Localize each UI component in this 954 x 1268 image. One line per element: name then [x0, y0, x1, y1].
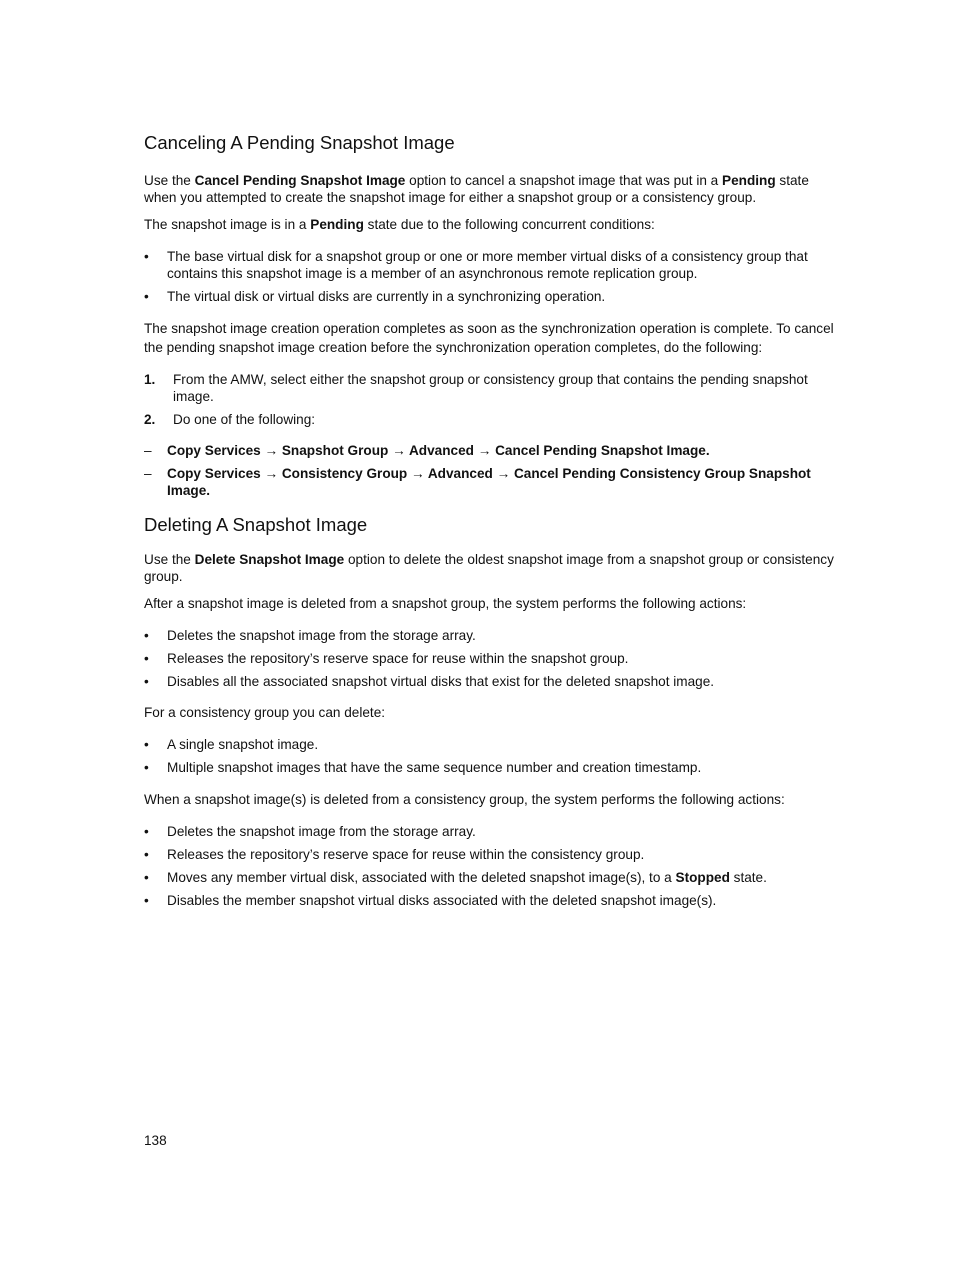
bullet-icon: •: [144, 893, 149, 908]
bullet-list: [144, 627, 844, 690]
list-item: • Deletes the snapshot image from the storage array.: [144, 628, 476, 643]
section-heading-canceling: Canceling A Pending Snapshot Image: [144, 132, 455, 153]
bullet-icon: •: [144, 651, 149, 666]
list-item: 2. Do one of the following:: [144, 412, 316, 427]
paragraph: When a snapshot image(s) is deleted from a consistency group, the system performs the following actions:: [144, 792, 785, 807]
bullet-icon: •: [144, 249, 149, 264]
list-item: • Disables the member snapshot virtual disks associated with the deleted snapshot image(s).: [144, 893, 717, 908]
list-item: • Disables all the associated snapshot virtual disks that exist for the deleted snapshot image.: [144, 674, 715, 689]
list-item: • A single snapshot image.: [144, 737, 319, 752]
paragraph: Use the Cancel Pending Snapshot Image option to cancel a snapshot image that was put in a Pending state when you attempted to create the snapshot image for either a snapshot group or a consistency group.: [144, 173, 809, 205]
bullet-icon: •: [144, 824, 149, 839]
list-item: • Releases the repository’s reserve space for reuse within the snapshot group.: [144, 651, 629, 666]
list-item: 1. From the AMW, select either the snapshot group or consistency group that contains the pending snapshot image.: [144, 372, 808, 404]
step-number: 1.: [144, 372, 156, 387]
bullet-list: [144, 736, 844, 776]
paragraph: For a consistency group you can delete:: [144, 705, 386, 720]
list-item: – Copy Services → Snapshot Group → Advanced → Cancel Pending Snapshot Image.: [144, 443, 710, 458]
paragraph: The snapshot image is in a Pending state due to the following concurrent conditions:: [144, 217, 655, 232]
step-number: 2.: [144, 412, 156, 427]
bullet-icon: •: [144, 628, 149, 643]
page-content: [144, 128, 844, 915]
bullet-icon: •: [144, 847, 149, 862]
paragraph: After a snapshot image is deleted from a snapshot group, the system performs the following actions:: [144, 596, 747, 611]
dash-icon: –: [144, 466, 152, 481]
bullet-icon: •: [144, 760, 149, 775]
list-item: – Copy Services → Consistency Group → Advanced → Cancel Pending Consistency Group Snapshot Image.: [144, 466, 811, 498]
bullet-list: [144, 823, 844, 909]
list-item: • Releases the repository’s reserve space for reuse within the consistency group.: [144, 847, 645, 862]
section-heading-deleting: Deleting A Snapshot Image: [144, 514, 368, 535]
bullet-icon: •: [144, 870, 149, 885]
dash-icon: –: [144, 443, 152, 458]
paragraph: Use the Delete Snapshot Image option to delete the oldest snapshot image from a snapshot group or consistency group.: [144, 552, 834, 584]
list-item: • The virtual disk or virtual disks are currently in a synchronizing operation.: [144, 289, 606, 304]
bullet-icon: •: [144, 674, 149, 689]
list-item: • Deletes the snapshot image from the storage array.: [144, 824, 476, 839]
bullet-list: [144, 248, 844, 305]
list-item: • Moves any member virtual disk, associated with the deleted snapshot image(s), to a Stopped state.: [144, 870, 767, 885]
list-item: • Multiple snapshot images that have the same sequence number and creation timestamp.: [144, 760, 702, 775]
sub-step-list: [144, 442, 844, 499]
list-item: • The base virtual disk for a snapshot group or one or more member virtual disks of a consistency group that contains this snapshot image is a member of an asynchronous remote replication group.: [144, 249, 808, 281]
bullet-icon: •: [144, 289, 149, 304]
paragraph: The snapshot image creation operation completes as soon as the synchronization operation is complete. To cancel the pending snapshot image creation before the synchronization operation completes, do the following:: [144, 321, 834, 355]
bullet-icon: •: [144, 737, 149, 752]
page-number: 138: [144, 1133, 167, 1148]
numbered-list: [144, 371, 844, 428]
